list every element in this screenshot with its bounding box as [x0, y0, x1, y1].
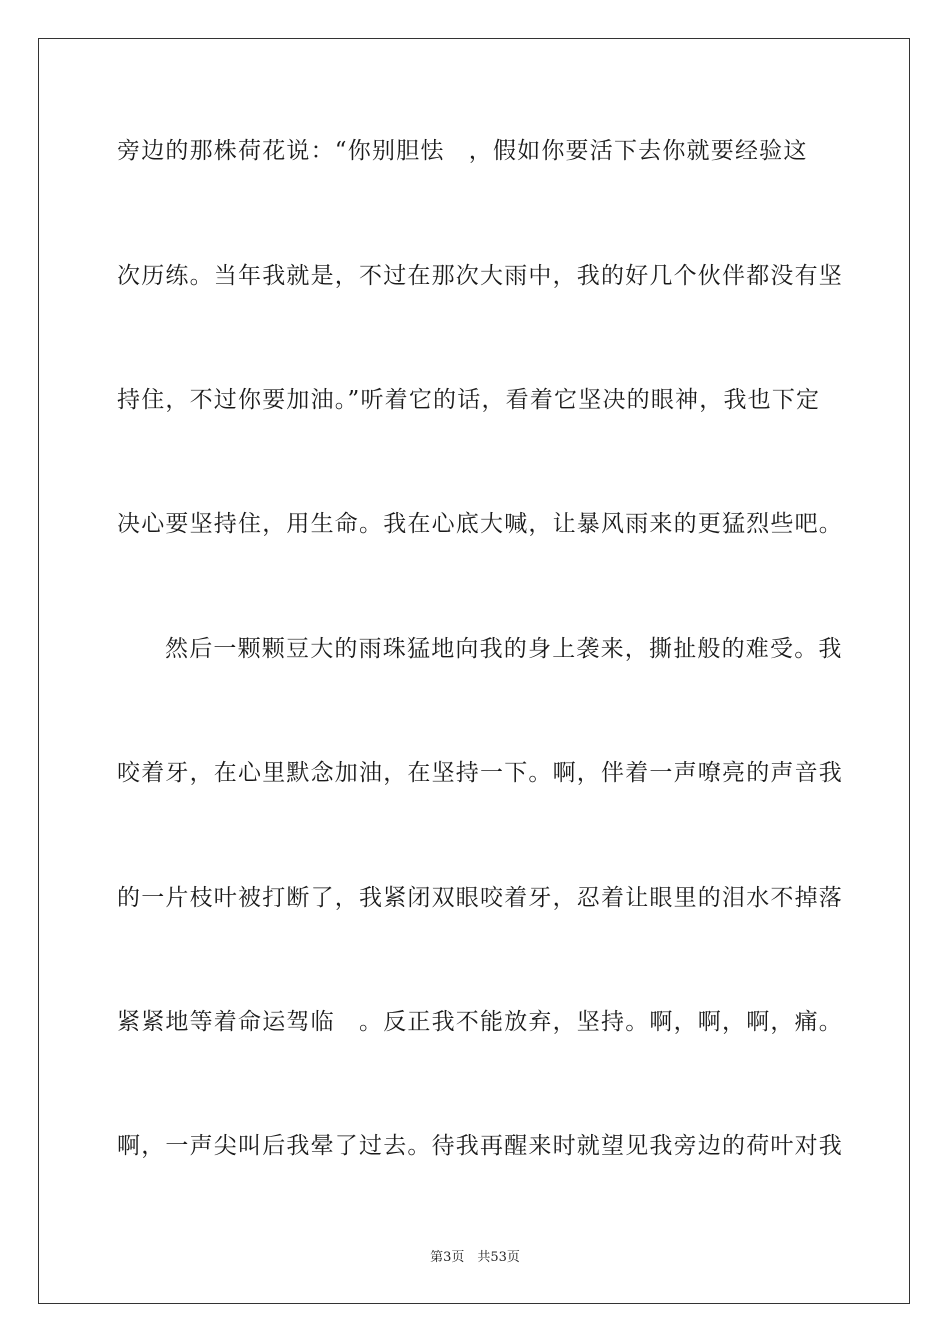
paragraph-line-4: 决心要坚持住，用生命。我在心底大喊，让暴风雨来的更猛烈些吧。 — [117, 511, 843, 537]
paragraph-line-1: 旁边的那株荷花说：“你别胆怯 ，假如你要活下去你就要经验这 — [117, 138, 808, 164]
paragraph-line-3: 持住，不过你要加油。”听着它的话，看着它坚决的眼神，我也下定 — [117, 387, 821, 413]
paragraph-line-8: 紧紧地等着命运驾临 。反正我不能放弃，坚持。啊，啊，啊，痛。 — [117, 1009, 843, 1035]
paragraph-line-6: 咬着牙，在心里默念加油，在坚持一下。啊，伴着一声嘹亮的声音我 — [117, 760, 843, 786]
page-number-footer: 第3页 共53页 — [430, 1250, 520, 1265]
paragraph-line-2: 次历练。当年我就是，不过在那次大雨中，我的好几个伙伴都没有坚 — [117, 263, 843, 289]
paragraph-line-9: 啊，一声尖叫后我晕了过去。待我再醒来时就望见我旁边的荷叶对我 — [117, 1133, 843, 1159]
paragraph-line-5: 然后一颗颗豆大的雨珠猛地向我的身上袭来，撕扯般的难受。我 — [165, 636, 843, 662]
page-border — [38, 38, 910, 1304]
paragraph-line-7: 的一片枝叶被打断了，我紧闭双眼咬着牙，忍着让眼里的泪水不掉落 — [117, 885, 843, 911]
